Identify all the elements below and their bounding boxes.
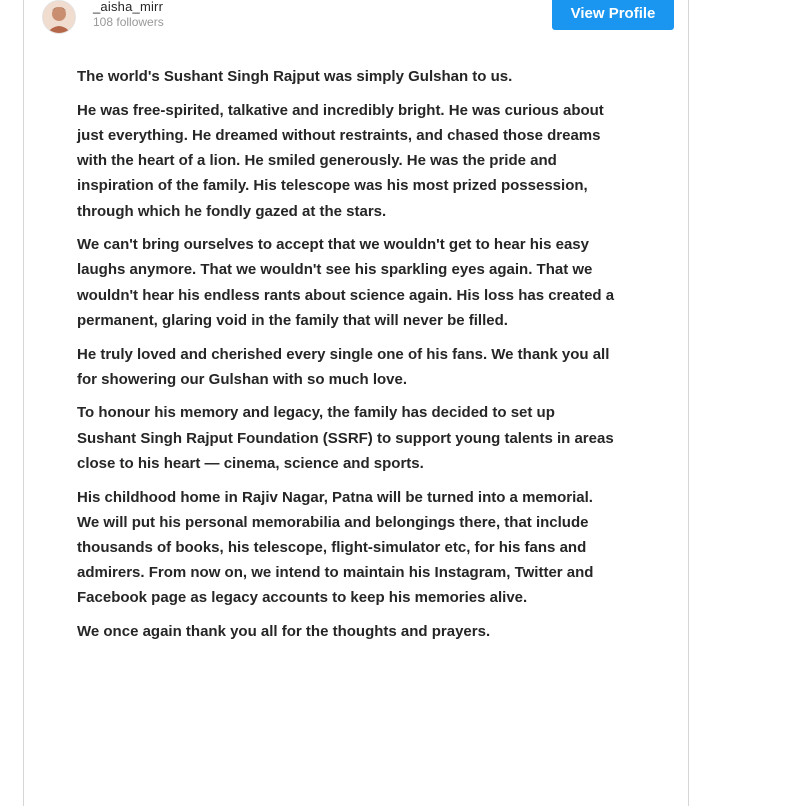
follower-count: 108 followers (93, 15, 164, 29)
post-header (24, 0, 688, 34)
profile-username[interactable]: _aisha_mirr (93, 0, 164, 14)
avatar[interactable] (42, 0, 76, 34)
caption-paragraph: To honour his memory and legacy, the family has decided to set up Sushant Singh Rajput Foundation (SSRF) to support young talents in areas close to his heart — cinema, science and sports. (77, 404, 614, 472)
caption-paragraph: His childhood home in Rajiv Nagar, Patna will be turned into a memorial. We will put his personal memorabilia and belongings there, that include thousands of books, his telescope, flight-simulator etc, for his fans and admirers. From now on, we intend to maintain his Instagram, Twitter and Facebook page as legacy accounts to keep his memories alive. (77, 488, 594, 607)
post-card (23, 0, 689, 806)
post-caption (77, 64, 617, 653)
view-profile-button[interactable]: View Profile (552, 0, 674, 30)
caption-paragraph: He was free-spirited, talkative and incredibly bright. He was curious about just everything. He dreamed without restraints, and chased those dreams with the heart of a lion. He smiled generously. He was the pride and inspiration of the family. His telescope was his most prized possession, through which he fondly gazed at the stars. (77, 101, 604, 220)
caption-paragraph: He truly loved and cherished every single one of his fans. We thank you all for showering our Gulshan with so much love. (77, 345, 610, 388)
caption-paragraph: We once again thank you all for the thoughts and prayers. (77, 623, 491, 641)
caption-paragraph: The world's Sushant Singh Rajput was simply Gulshan to us. (77, 68, 513, 85)
caption-paragraph: We can't bring ourselves to accept that we wouldn't get to hear his easy laughs anymore. That we wouldn't see his sparkling eyes again. That we wouldn't hear his endless rants about science again. His loss has created a permanent, glaring void in the family that will never be filled. (77, 236, 615, 329)
avatar-image (43, 1, 75, 33)
